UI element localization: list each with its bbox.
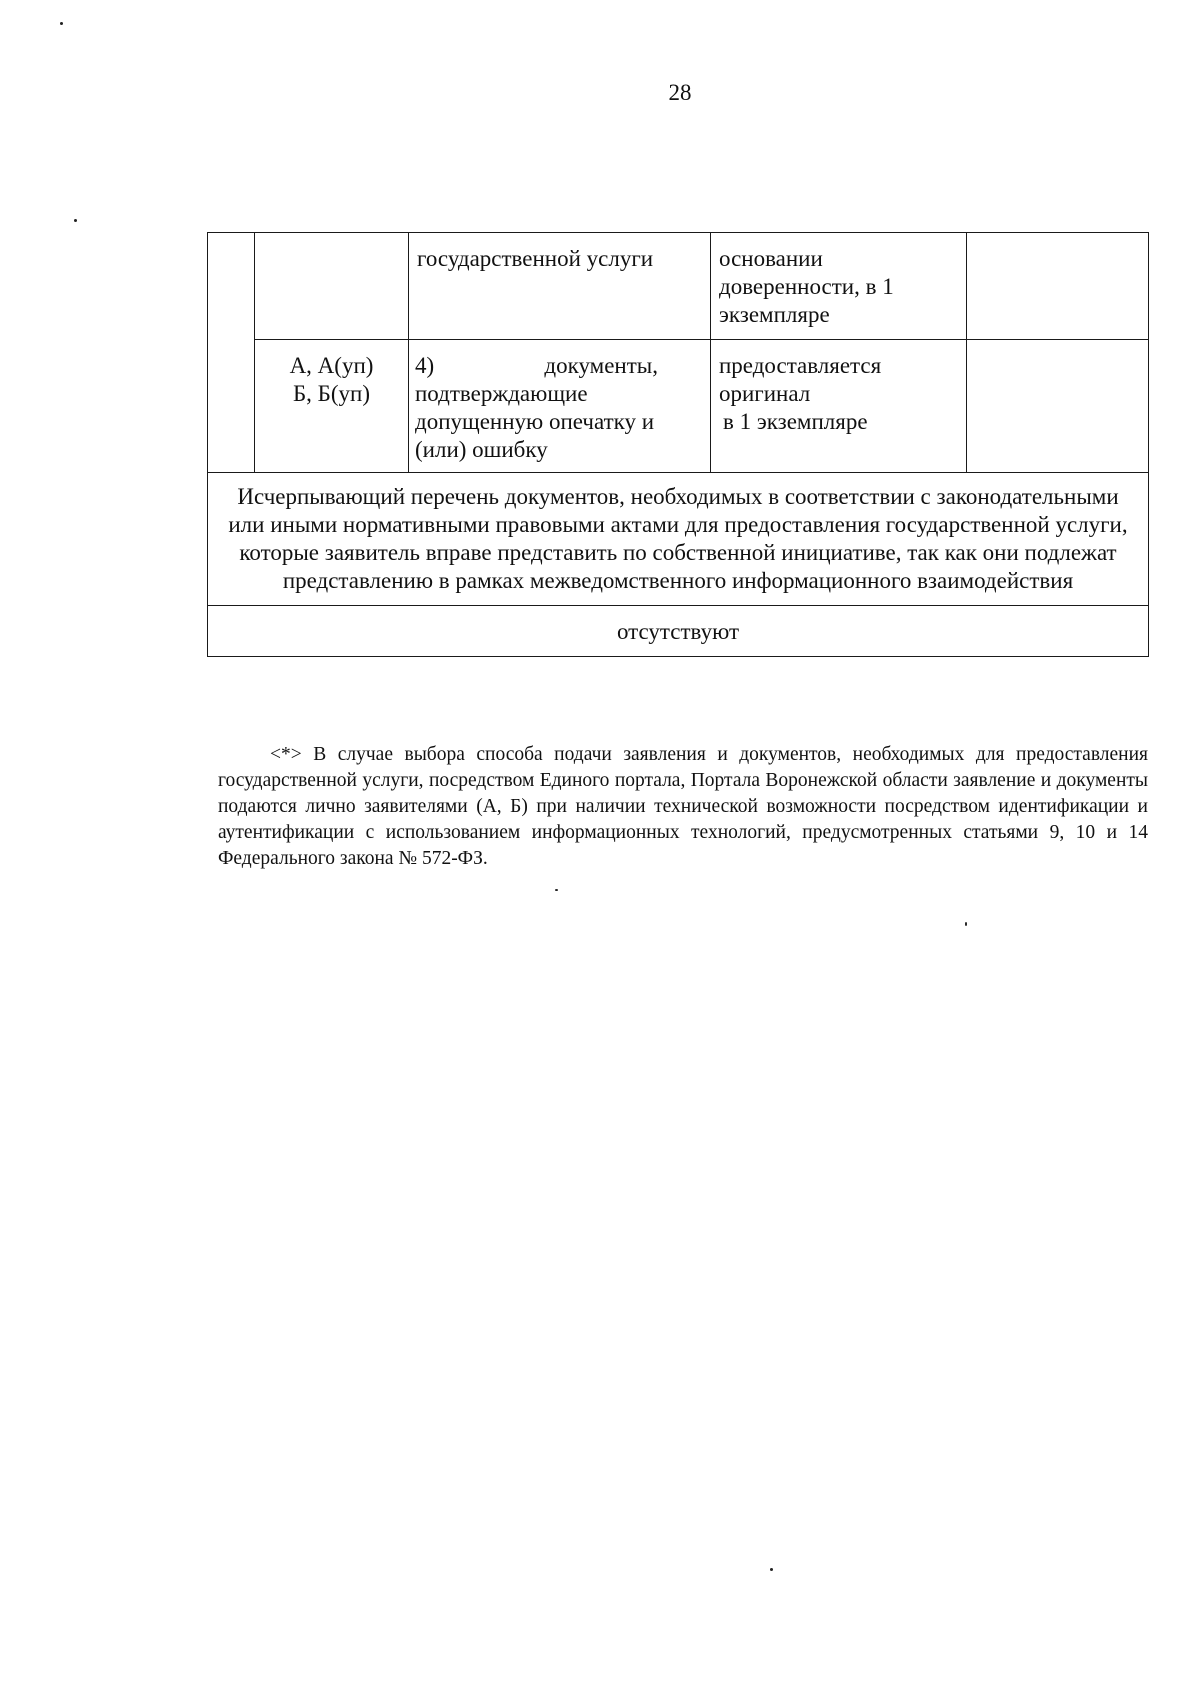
- row-number-cell: [208, 233, 255, 473]
- scan-speck: [74, 219, 77, 222]
- note-cell: [967, 340, 1149, 473]
- section-value: отсутствуют: [616, 619, 740, 644]
- applicants-text: [255, 233, 408, 253]
- section-heading-row: [208, 473, 1149, 606]
- applicants-cell: [255, 340, 409, 473]
- document-cell: [409, 233, 711, 340]
- applicants-cell: [255, 233, 409, 340]
- document-rest: подтверждающие допущенную опечатку и (или) ошибку: [415, 381, 655, 462]
- applicants-line: Б, Б(уп): [292, 381, 371, 406]
- requirement-text: основании доверенности, в 1 экземпляре: [719, 246, 894, 327]
- table-row: [208, 340, 1149, 473]
- requirement-cell: [711, 340, 967, 473]
- requirement-line: оригинал: [719, 381, 811, 406]
- note-text: [967, 340, 1148, 360]
- section-value-row: [208, 606, 1149, 657]
- document-text: государственной услуги: [417, 246, 654, 271]
- requirement-cell: [711, 233, 967, 340]
- section-value-cell: [208, 606, 1149, 657]
- scan-speck: [60, 22, 63, 25]
- document-first-line: [415, 352, 704, 380]
- document-first-word: документы,: [544, 353, 658, 378]
- table-row: [208, 233, 1149, 340]
- requirement-text: [711, 340, 966, 444]
- note-text: [967, 233, 1148, 253]
- document-cell: [409, 340, 711, 473]
- scan-speck: [770, 1568, 773, 1571]
- page-number: 28: [668, 80, 692, 105]
- documents-table: [207, 232, 1149, 657]
- scan-speck: [965, 922, 967, 926]
- applicants-text: [255, 340, 408, 416]
- document-text: [409, 340, 710, 472]
- scan-speck: [555, 889, 558, 891]
- footnote: <*> В случае выбора способа подачи заявления и документов, необходимых для предоставления государственной услуги, посредством Единого портала, Портала Воронежской области заявление и документы подаются лично заявителями (А, Б) при наличии технической возможности посредством идентификации и аутентификации с использованием информационных технологий, предусмотренных статьями 9, 10 и 14 Федерального закона № 572-ФЗ.: [218, 744, 1148, 869]
- applicants-line: А, А(уп): [289, 353, 374, 378]
- requirement-line: предоставляется: [719, 353, 882, 378]
- document-number: 4): [415, 353, 435, 378]
- section-heading: Исчерпывающий перечень документов, необходимых в соответствии с законодательными или иными нормативными правовыми актами для предоставления государственной услуги, которые заявитель вправе представить по собственной инициативе, так как они подлежат представлению в рамках межведомственного информационного взаимодействия: [228, 484, 1128, 593]
- section-heading-cell: [208, 473, 1149, 606]
- note-cell: [967, 233, 1149, 340]
- requirement-line: в 1 экземпляре: [723, 409, 868, 434]
